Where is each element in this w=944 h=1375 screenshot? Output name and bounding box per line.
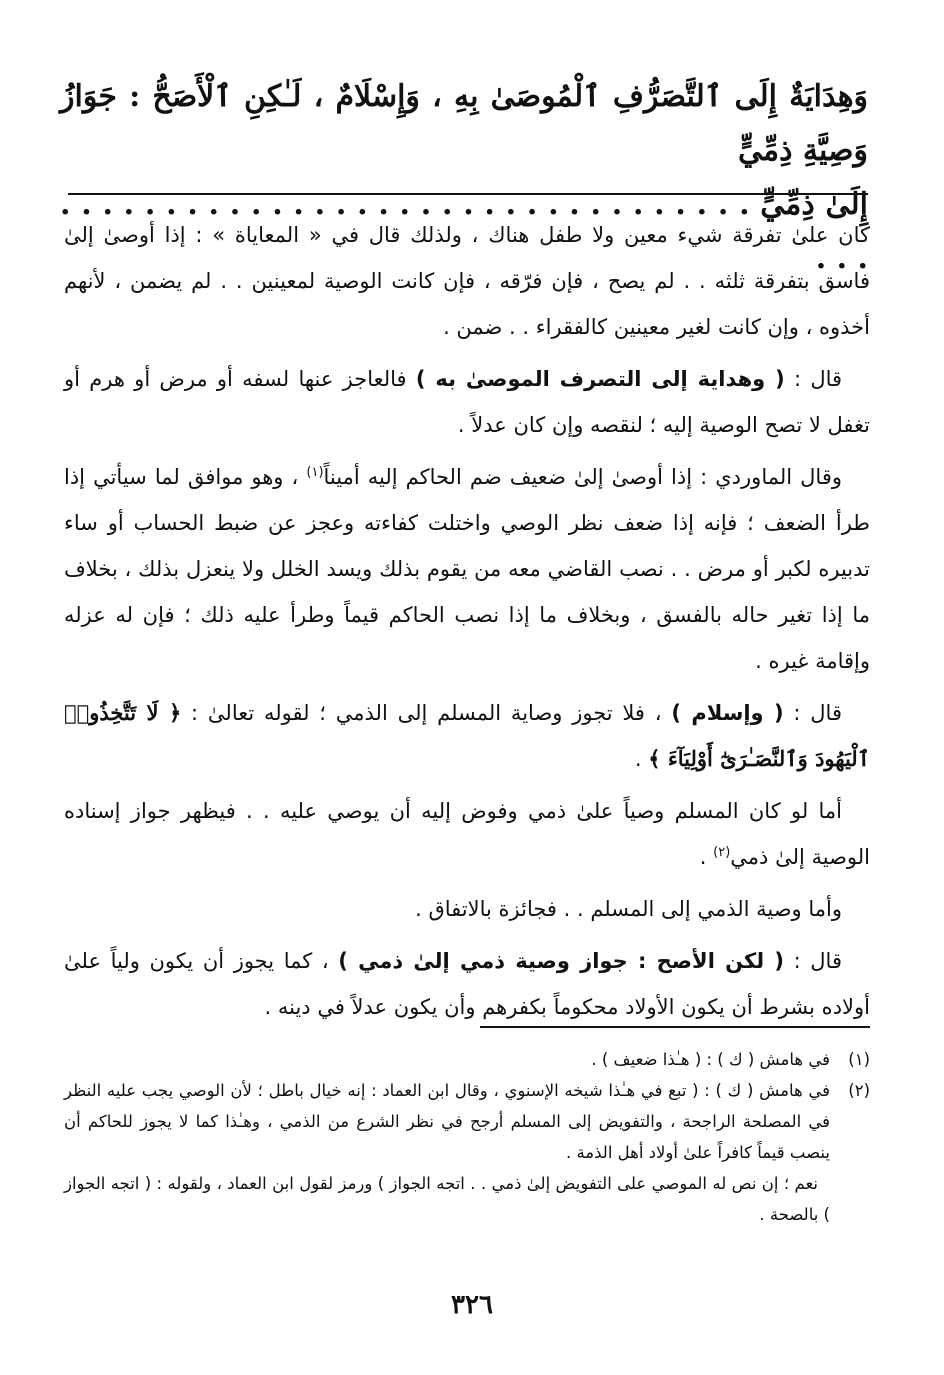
footnote-2 (64, 1075, 870, 1168)
footnotes-section (64, 1044, 870, 1230)
quoted-matn: ( وهداية إلى التصرف الموصىٰ به ) (415, 367, 785, 391)
paragraph-text: ، كما يجوز أن يكون ولياً علىٰ أولاده بشرط أن يكون الأولاد محكوماً بكفرهم وأن يكون عدلاً في دينه . (64, 949, 870, 1019)
quoted-matn: ( وإسلام ) (671, 701, 784, 725)
commentary-paragraph-2 (64, 356, 870, 448)
commentary-body (64, 212, 870, 1036)
commentary-paragraph-5 (64, 788, 870, 880)
matn-separator-rule (68, 193, 868, 195)
footnote-text: في هامش ( ك ) : ( هـٰذا ضعيف ) . (591, 1050, 830, 1069)
paragraph-end: . (699, 845, 714, 869)
quoted-matn: ( لكن الأصح : جواز وصية ذمي إلىٰ ذمي ) (338, 949, 784, 973)
commentary-paragraph-1: كان علىٰ تفرقة شيء معين ولا طفل هناك ، ولذلك قال في « المعاياة » : إذا أوصىٰ إلىٰ فاسق بتفرقة ثلثه . . لم يصح ، فإن فرّقه ، فإن كانت الوصية لمعينين . . لم يضمن ، لأنهم أخذوه ، وإن كانت لغير معينين كالفقراء . . ضمن . (64, 223, 870, 339)
matn-dots: . . . . . . . . . . . . . . . . . . . . . . . . . . . . . . . . . . . . (60, 187, 868, 276)
footnote-1 (64, 1044, 870, 1075)
paragraph-text: ، فلا تجوز وصاية المسلم إلى الذمي ؛ لقوله تعالىٰ : (181, 701, 672, 725)
footnote-number: (١) (848, 1050, 870, 1069)
matn-tail-text: إِلَىٰ ذِمِّيٍّ (760, 187, 868, 222)
quote-lead: قال : (783, 701, 842, 725)
quote-lead: قال : (784, 367, 843, 391)
footnote-2-continuation: نعم ؛ إن نص له الموصي على التفويض إلىٰ ذمي . . اتجه الجواز ) ورمز لقول ابن العماد ، ولقوله : ( اتجه الجواز ) بالصحة . (64, 1174, 830, 1224)
footnote-number: (٢) (848, 1081, 870, 1100)
commentary-paragraph-6: وأما وصية الذمي إلى المسلم . . فجائزة بالاتفاق . (415, 897, 842, 921)
paragraph-text: ، وهو موافق لما سيأتي إذا طرأ الضعف ؛ فإنه إذا ضعف نظر الوصي واختلت كفاءته وعجز عن ضبط الحساب أو ساء تدبيره لكبر أو مرض . . نصب القاضي معه من يقوم بذلك ويسد الخلل ولا ينعزل بذلك ، بخلاف ما إذا تغير حاله بالفسق ، وبخلاف ما إذا نصب الحاكم قيماً وطرأ عليه ذلك ؛ فإن له عزله وإقامة غيره . (64, 465, 870, 673)
footnote-separator-rule (480, 1026, 870, 1028)
footnote-marker-2[interactable]: (٢) (713, 845, 731, 860)
matn-line: وَهِدَايَةٌ إِلَى ٱلتَّصَرُّفِ ٱلْمُوصَىٰ بِهِ ، وَإِسْلَامٌ ، لَـٰكِنِ ٱلْأَصَحُّ : جَوَازُ وَصِيَّةِ ذِمِّيٍّ (60, 79, 868, 168)
quran-verse: ﴿ لَا تَتَّخِذُوا۟ ٱلْيَهُودَ وَٱلنَّصَـٰرَىٰٓ أَوْلِيَآءَ ﴾ (64, 700, 870, 771)
footnote-text: في هامش ( ك ) : ( تبع في هـٰذا شيخه الإسنوي ، وقال ابن العماد : إنه خيال باطل ؛ لأن الوصي يجب عليه النظر في المصلحة الراجحة ، والتفويض إلى المسلم أرجح في نظر الشرع من الذمي ، وهـٰذا كما لا يجوز للحاكم أن ينصب قيماً كافراً علىٰ أولاد أهل الذمة . (64, 1081, 830, 1162)
quote-lead: قال : (783, 949, 842, 973)
commentary-paragraph-7 (64, 938, 870, 1030)
page-number: ٣٢٦ (451, 1290, 493, 1320)
paragraph-end: . (634, 747, 649, 771)
paragraph-text: وقال الماوردي : إذا أوصىٰ إلىٰ ضعيف ضم الحاكم إليه أميناً (323, 465, 842, 489)
commentary-paragraph-4 (64, 690, 870, 782)
commentary-paragraph-3 (64, 454, 870, 684)
paragraph-text: أما لو كان المسلم وصياً علىٰ ذمي وفوض إليه أن يوصي عليه . . فيظهر جواز إسناده الوصية إلىٰ ذمي (64, 799, 870, 869)
footnote-marker-1[interactable]: (١) (306, 465, 324, 480)
paragraph-text: فالعاجز عنها لسفه أو مرض أو هرم أو تغفل لا تصح الوصية إليه ؛ لنقصه وإن كان عدلاً . (64, 367, 870, 437)
